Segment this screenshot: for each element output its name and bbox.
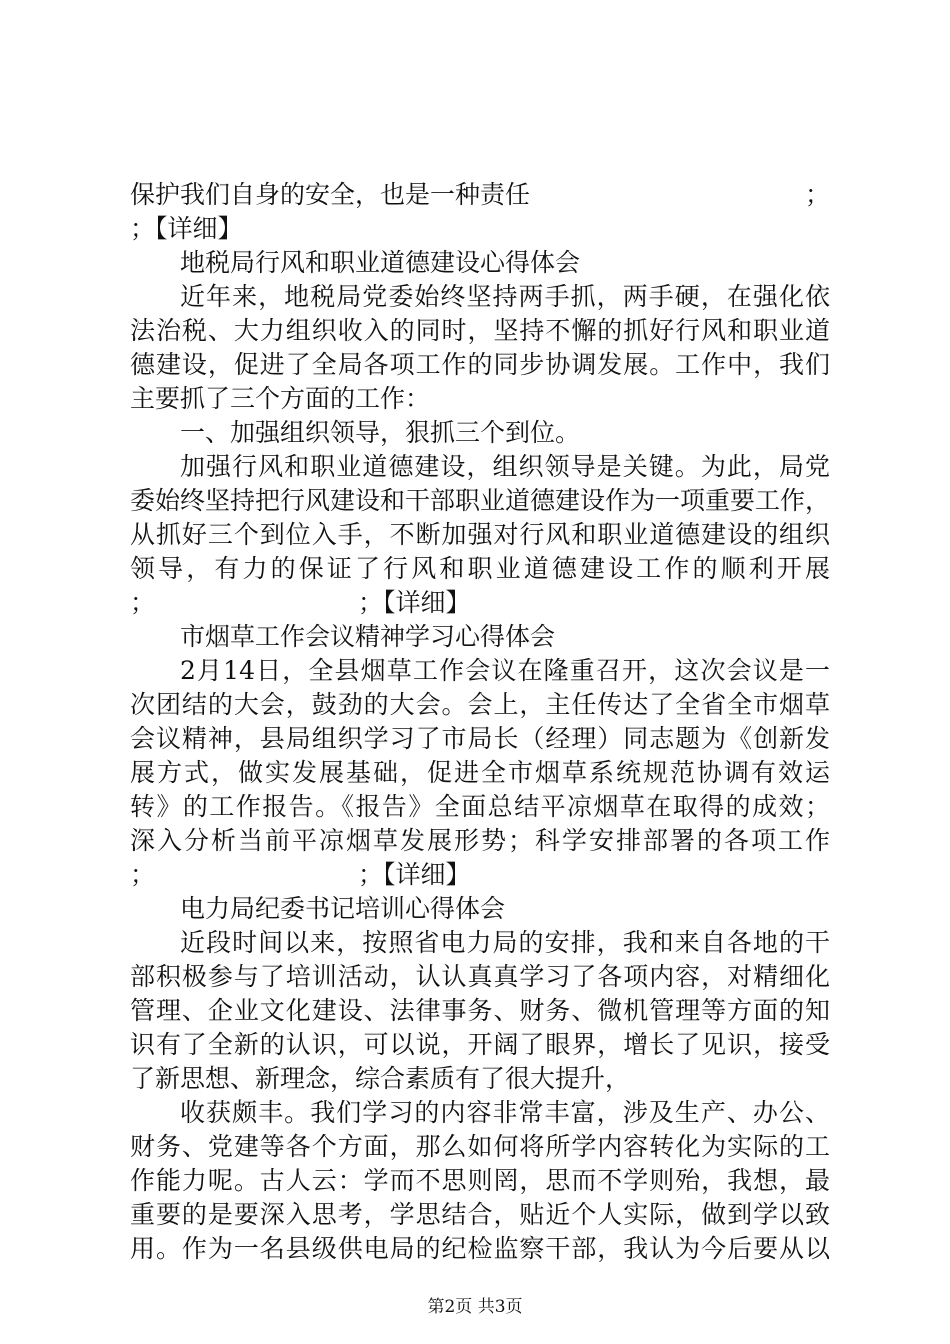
paragraph-line: 加强行风和职业道德建设，组织领导是关键。为此，局党 [180, 452, 830, 481]
detail-link-2-right[interactable]: ；【详细】 [358, 588, 471, 617]
section-title-tobacco: 市烟草工作会议精神学习心得体会 [180, 622, 556, 651]
paragraph-line: 部积极参与了培训活动，认认真真学习了各项内容，对精细化 [130, 962, 830, 991]
subheading-line: 一、加强组织领导，狠抓三个到位。 [180, 418, 581, 447]
text-line-1-left: 保护我们自身的安全，也是一种责任 [130, 180, 531, 209]
paragraph-line: 了新思想、新理念，综合素质有了很大提升， [130, 1064, 631, 1093]
paragraph-line: 德建设，促进了全局各项工作的同步协调发展。工作中，我们 [130, 350, 830, 379]
paragraph-line: 作能力呢。古人云：学而不思则罔，思而不学则殆，我想，最 [130, 1166, 830, 1195]
paragraph-line: 收获颇丰。我们学习的内容非常丰富，涉及生产、办公、 [180, 1098, 830, 1127]
paragraph-line: 近段时间以来，按照省电力局的安排，我和来自各地的干 [180, 928, 830, 957]
paragraph-line: 展方式，做实发展基础，促进全市烟草系统规范协调有效运 [130, 758, 830, 787]
detail-link-2-left: ； [130, 588, 156, 617]
detail-link-1[interactable]: ；【详细】 [130, 214, 243, 243]
paragraph-line: 会议精神，县局组织学习了市局长（经理）同志题为《创新发 [130, 724, 830, 753]
text-line-1-right: ； [804, 180, 830, 209]
paragraph-line: 转》的工作报告。《报告》全面总结平凉烟草在取得的成效； [130, 792, 830, 821]
section-title-power: 电力局纪委书记培训心得体会 [180, 894, 506, 923]
paragraph-line: 识有了全新的认识，可以说，开阔了眼界，增长了见识，接受 [130, 1030, 830, 1059]
paragraph-line: 深入分析当前平凉烟草发展形势；科学安排部署的各项工作 [130, 826, 830, 855]
paragraph-line: 财务、党建等各个方面，那么如何将所学内容转化为实际的工 [130, 1132, 830, 1161]
paragraph-line: 主要抓了三个方面的工作： [130, 384, 431, 413]
detail-link-2[interactable] [130, 586, 830, 620]
paragraph-line: 从抓好三个到位入手，不断加强对行风和职业道德建设的组织 [130, 520, 830, 549]
paragraph-line: 法治税、大力组织收入的同时，坚持不懈的抓好行风和职业道 [130, 316, 830, 345]
detail-link-3[interactable] [130, 858, 830, 892]
paragraph-line: 重要的是要深入思考，学思结合，贴近个人实际，做到学以致 [130, 1200, 830, 1229]
paragraph-line: 领导，有力的保证了行风和职业道德建设工作的顺利开展 [130, 554, 830, 583]
page-footer: 第2页 共3页 [427, 1297, 523, 1317]
paragraph-line: 近年来，地税局党委始终坚持两手抓，两手硬，在强化依 [180, 282, 830, 311]
text-line-1 [130, 178, 830, 212]
section-title-tax: 地税局行风和职业道德建设心得体会 [180, 248, 581, 277]
paragraph-line: 2月14日，全县烟草工作会议在隆重召开，这次会议是一 [180, 656, 830, 685]
paragraph-line: 委始终坚持把行风建设和干部职业道德建设作为一项重要工作， [130, 486, 830, 515]
detail-link-3-right[interactable]: ；【详细】 [358, 860, 471, 889]
paragraph-line: 管理、企业文化建设、法律事务、财务、微机管理等方面的知 [130, 996, 830, 1025]
paragraph-line: 次团结的大会，鼓劲的大会。会上，主任传达了全省全市烟草 [130, 690, 830, 719]
paragraph-line: 用。作为一名县级供电局的纪检监察干部，我认为今后要从以 [130, 1234, 830, 1263]
detail-link-3-left: ； [130, 860, 156, 889]
